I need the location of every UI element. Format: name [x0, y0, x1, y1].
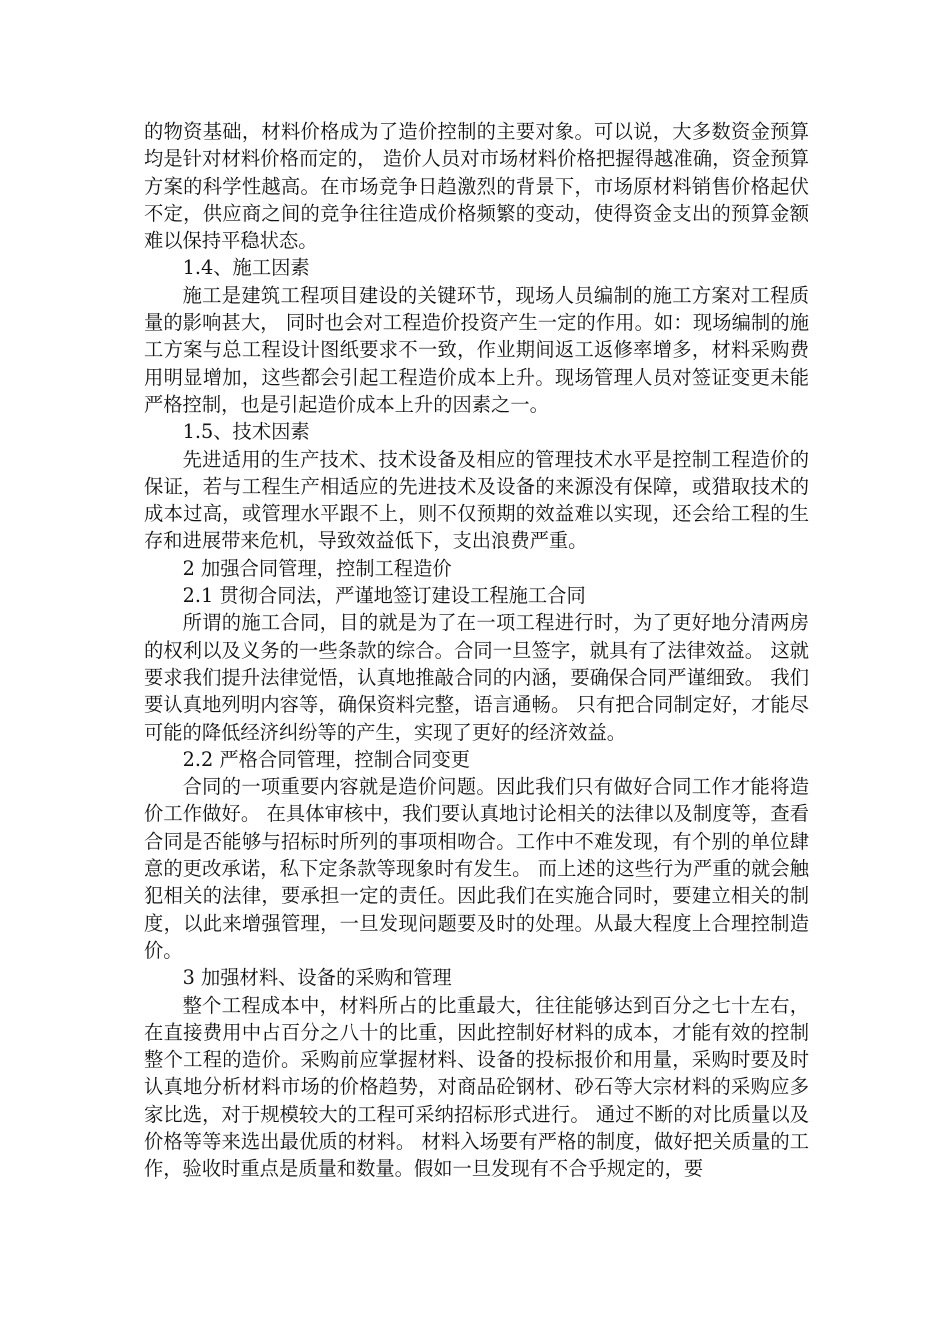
heading-2-1-contract-law: 2.1 贯彻合同法，严谨地签订建设工程施工合同 — [182, 584, 586, 608]
paragraph-contract-review: 合同的一项重要内容就是造价问题。因此我们只有做好合同工作才能将造价工作做好。 在具体审核中，我们要认真地讨论相关的法律以及制度等，查看合同是否能够与招标时所列的事项相吻合。工作中不难发现，有个别的单位肆意的更改承诺，私下定条款等现象时有发生。 而上述的这些行为严重的就会触犯相关的法律，要承担一定的责任。因此我们在实施合同时，要建立相关的制度，以此来增强管理，一旦发现问题要及时的处理。从最大程度上合理控制造价。 — [144, 775, 809, 962]
heading-1-5-technical-factors: 1.5、技术因素 — [182, 420, 310, 444]
heading-3-procurement: 3 加强材料、设备的采购和管理 — [182, 966, 452, 990]
heading-1-4-construction-factors: 1.4、施工因素 — [182, 256, 310, 280]
paragraph-material-price-continued: 的物资基础，材料价格成为了造价控制的主要对象。可以说，大多数资金预算均是针对材料价格而定的， 造价人员对市场材料价格把握得越准确，资金预算方案的科学性越高。在市场竞争日趋激烈的背景下，市场原材料销售价格起伏不定，供应商之间的竞争往往造成价格频繁的变动，使得资金支出的预算金额难以保持平稳状态。 — [144, 120, 809, 253]
paragraph-material-procurement: 整个工程成本中，材料所占的比重最大，往往能够达到百分之七十左右，在直接费用中占百分之八十的比重，因此控制好材料的成本，才能有效的控制整个工程的造价。采购前应掌握材料、设备的投标报价和用量，采购时要及时认真地分析材料市场的价格趋势，对商品砼钢材、砂石等大宗材料的采购应多家比选，对于规模较大的工程可采纳招标形式进行。 通过不断的对比质量以及价格等等来选出最优质的材料。 材料入场要有严格的制度，做好把关质量的工作，验收时重点是质量和数量。假如一旦发现有不合乎规定的，要 — [144, 993, 809, 1181]
paragraph-construction: 施工是建筑工程项目建设的关键环节，现场人员编制的施工方案对工程质量的影响甚大， 同时也会对工程造价投资产生一定的作用。如：现场编制的施工方案与总工程设计图纸要求不一致，作业期间返工返修率增多，材料采购费用明显增加，这些都会引起工程造价成本上升。现场管理人员对签证变更未能严格控制，也是引起造价成本上升的因素之一。 — [144, 283, 809, 416]
paragraph-technology: 先进适用的生产技术、技术设备及相应的管理技术水平是控制工程造价的保证，若与工程生产相适应的先进技术及设备的来源没有保障，或猎取技术的成本过高，或管理水平跟不上，则不仅预期的效益难以实现，还会给工程的生存和进展带来危机，导致效益低下，支出浪费严重。 — [144, 447, 809, 553]
heading-2-contract-management: 2 加强合同管理，控制工程造价 — [182, 556, 452, 580]
paragraph-construction-contract: 所谓的施工合同，目的就是为了在一项工程进行时，为了更好地分清两房的权利以及义务的一些条款的综合。合同一旦签字，就具有了法律效益。 这就要求我们提升法律觉悟，认真地推敲合同的内涵，要确保合同严谨细致。 我们要认真地列明内容等，确保资料完整，语言通畅。 只有把合同制定好，才能尽可能的降低经济纠纷等的产生，实现了更好的经济效益。 — [144, 611, 809, 744]
heading-2-2-contract-changes: 2.2 严格合同管理，控制合同变更 — [182, 747, 471, 771]
document-page — [144, 118, 809, 1183]
